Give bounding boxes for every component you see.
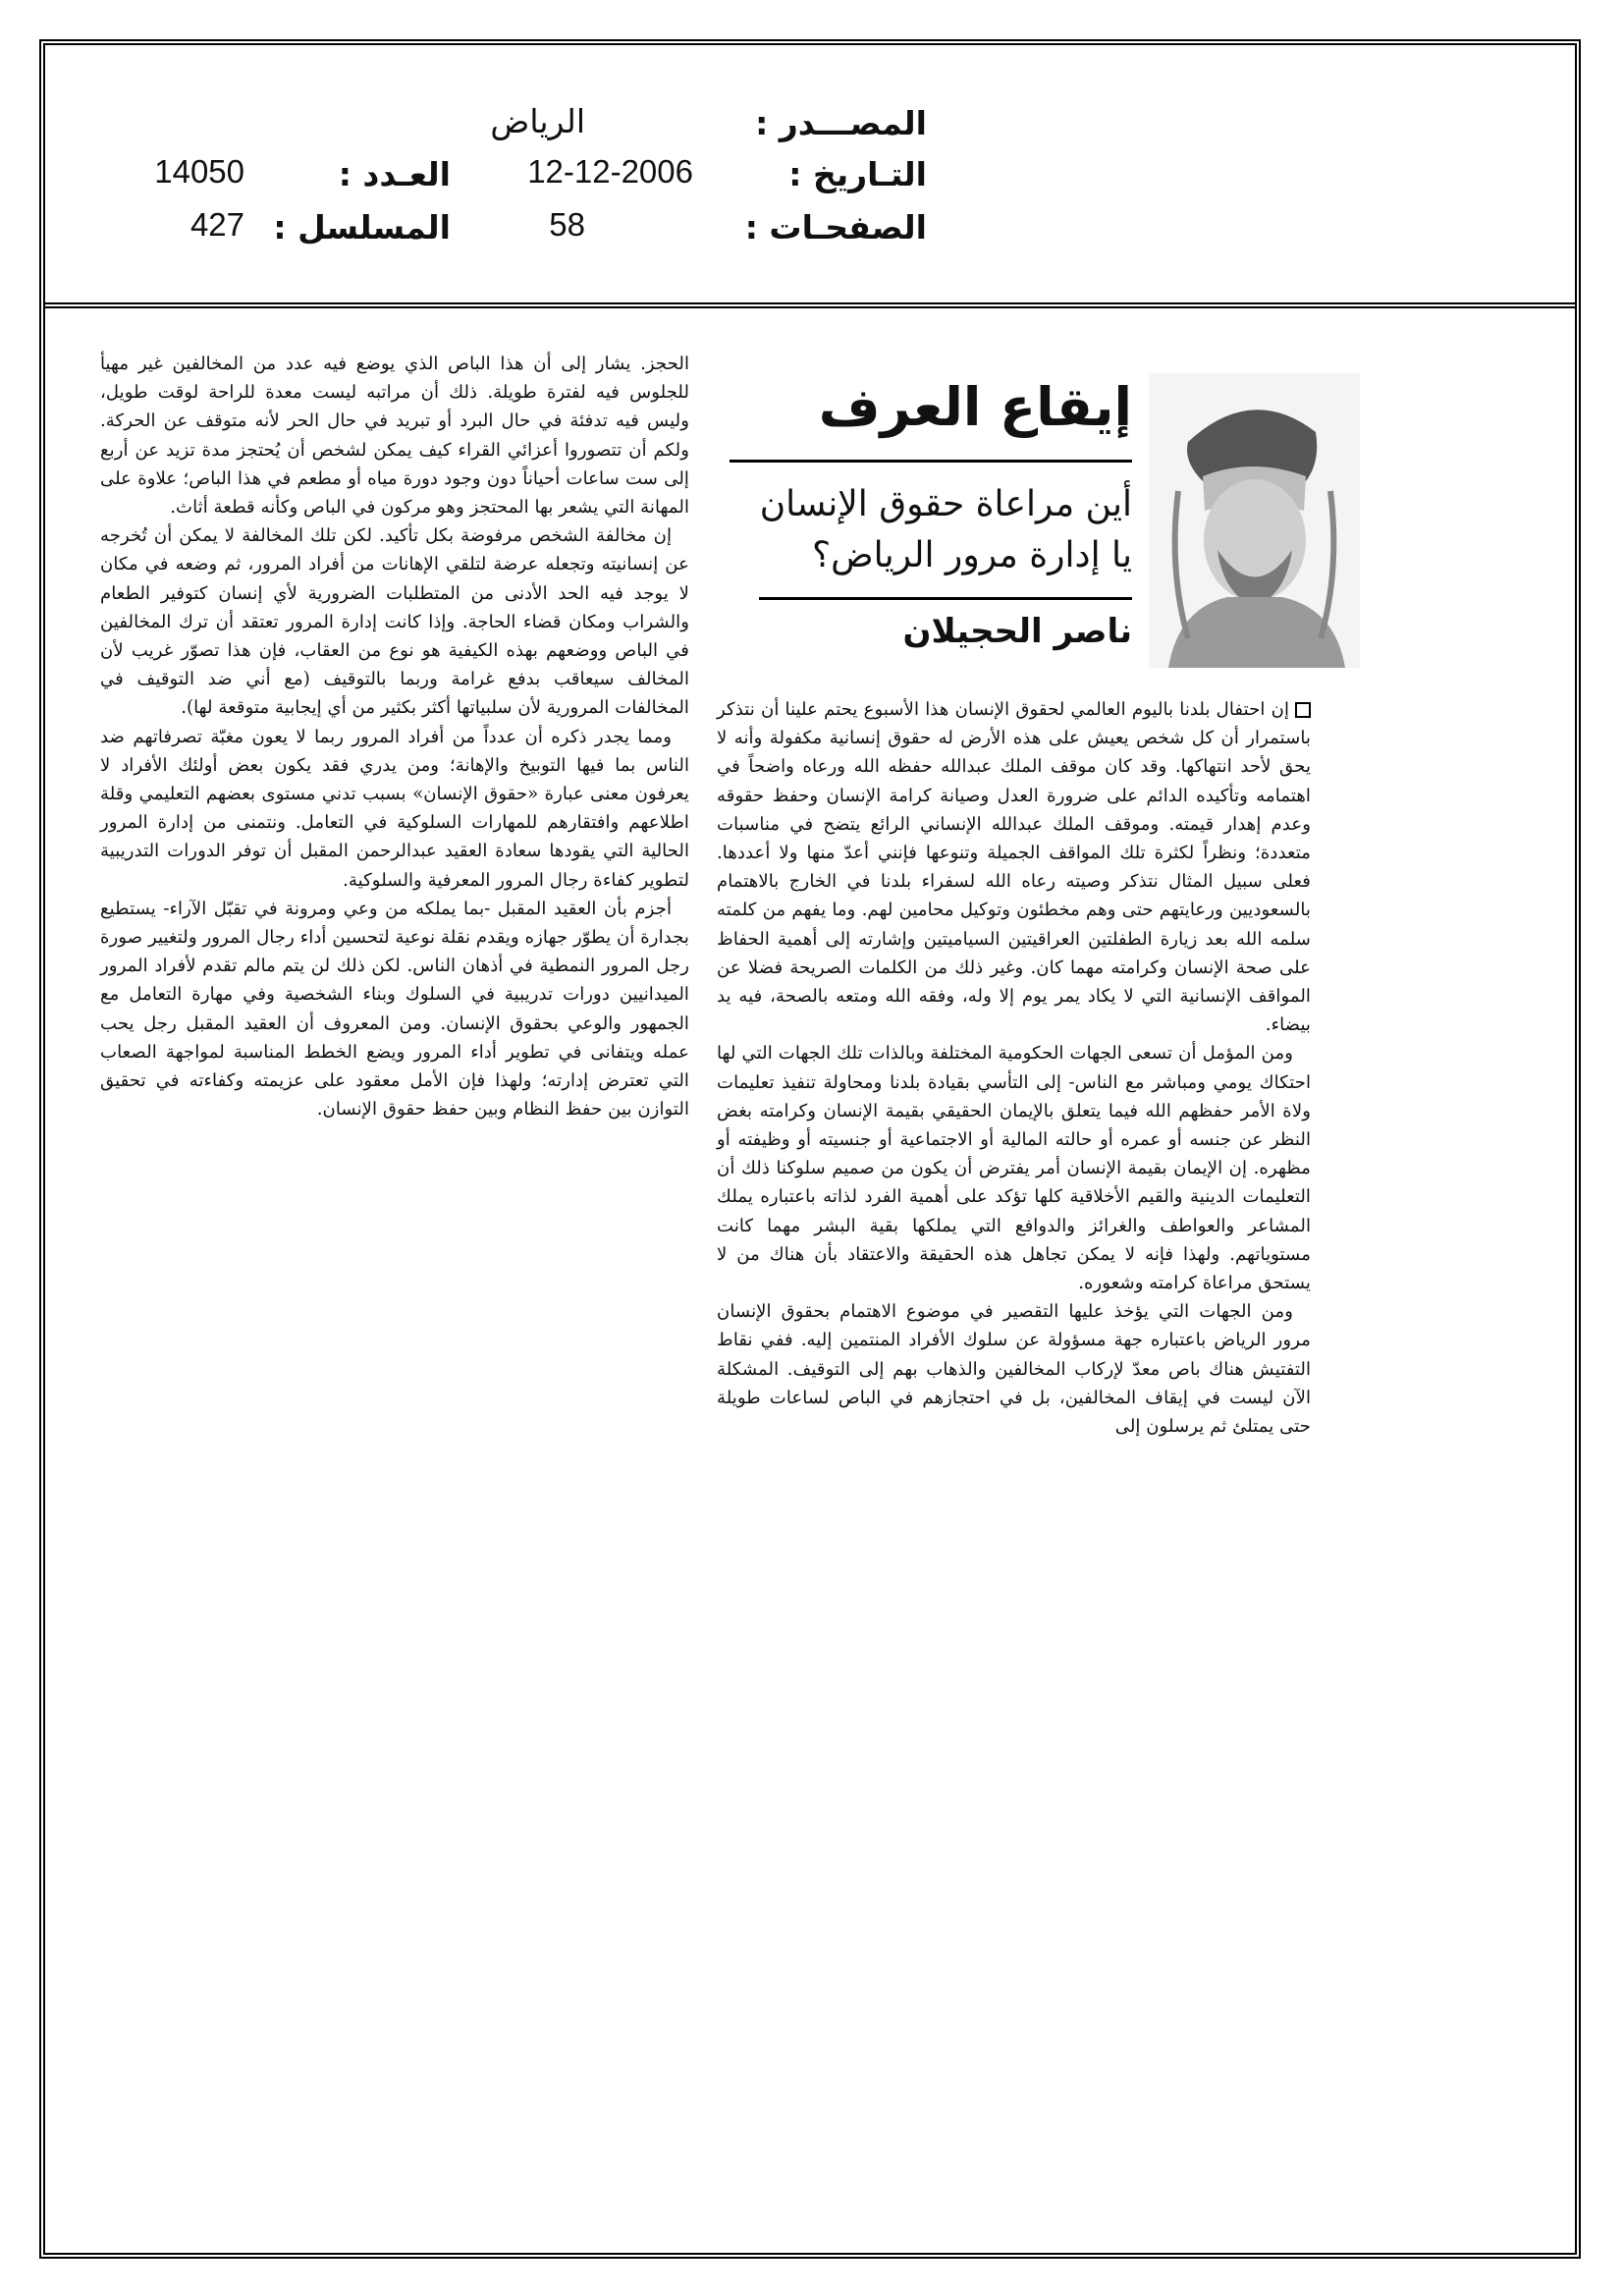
article-masthead bbox=[731, 373, 1360, 678]
column-series-title: إيقاع العرف bbox=[818, 376, 1132, 438]
author-portrait-icon bbox=[1149, 373, 1360, 668]
title-block bbox=[730, 373, 1132, 668]
source-label: المصـــدر : bbox=[755, 104, 927, 142]
pages-label: الصفحـات : bbox=[744, 208, 927, 246]
author-divider bbox=[759, 597, 1132, 600]
author-name: ناصر الحجيلان bbox=[902, 612, 1132, 651]
paragraph-bullet-icon bbox=[1295, 702, 1311, 718]
article-paragraph: إن احتفال بلدنا باليوم العالمي لحقوق الإنسان هذا الأسبوع يحتم علينا أن نتذكر باستمرار أن كل شخص يعيش على هذه الأرض له حقوق إنسانية مكفولة وأنه لا يحق لأحد انتهاكها. وقد كان موقف الملك عبدالله حفظه الله ورعاه واضحاً في اهتمامه وتأكيده الدائم على ضرورة العدل وصيانة كرامة الإنسان وحفظ حقوقه وعدم إهدار قيمته. وموقف الملك عبدالله الإنساني الرائع يتضح في مناسبات متعددة؛ ونظراً لكثرة تلك المواقف الجميلة وتنوعها فإنني أعدّ منها ولا أعددها. فعلى سبيل المثال نتذكر وصيته رعاه الله لسفراء بلدنا في الخارج بالاهتمام بالسعوديين ورعايتهم حتى وهم مخطئون وتوكيل محامين لهم. وما يفهم من كلمته سلمه الله بعد زيارة الطفلتين العراقيتين السياميتين وإشارته إلى أهمية الحفاظ على صحة الإنسان وكرامته مهما كان. وغير ذلك من الكلمات الصريحة فضلا عن المواقف الإنسانية التي لا يكاد يمر يوم إلا وله، وفقه الله ومتعه بالصحة، فيه يد بيضاء. bbox=[717, 699, 1311, 1036]
clipping-header bbox=[45, 45, 1575, 308]
series-divider bbox=[730, 460, 1132, 463]
issue-value: 14050 bbox=[154, 153, 244, 190]
article-paragraph: ومن الجهات التي يؤخذ عليها التقصير في موضوع الاهتمام بحقوق الإنسان مرور الرياض باعتباره جهة مسؤولة عن سلوك الأفراد المنتمين إليه. ففي نقاط التفتيش هناك باص معدّ لإركاب المخالفين والذهاب بهم إلى التوقيف. المشكلة الآن ليست في إيقاف المخالفين، بل في احتجازهم في الباص لساعات طويلة حتى يمتلئ ثم يرسلون إلى bbox=[717, 1301, 1311, 1438]
article-column-left bbox=[100, 350, 689, 1123]
article-paragraph: ومما يجدر ذكره أن عدداً من أفراد المرور ربما لا يعون مغبّة تصرفاتهم ضد الناس بما فيها التوبيخ والإهانة؛ ومن يدري فقد يكون بعض أولئك الأفراد لا يعرفون معنى عبارة «حقوق الإنسان» بسبب تدني مستوى بعضهم التعليمي وقلة اطلاعهم وافتقارهم للمهارات السلوكية في التعامل. ونتمنى من إدارة المرور الحالية التي يقودها سعادة العقيد عبدالرحمن المقبل أن توفر الدورات التدريبية لتطوير كفاءة رجال المرور المعرفية والسلوكية. bbox=[100, 726, 689, 891]
article-paragraph: إن مخالفة الشخص مرفوضة بكل تأكيد. لكن تلك المخالفة لا يمكن أن تُخرجه عن إنسانيته وتجعله عرضة لتلقي الإهانات من أفراد المرور، ثم وضعه في مكان لا يوجد فيه الحد الأدنى من المتطلبات الضرورية لأي إنسان كتوفير الطعام والشراب ومكان قضاء الحاجة. وإذا كانت إدارة المرور تعتقد أن ترك المخالفين في الباص ووضعهم بهذه الكيفية هو نوع من العقاب، فإن هذا تصوّر غريب لأن المخالف سيعاقب بدفع غرامة وربما بالتوقيف (مع أني ضد التوقيف في المخالفات المرورية لأن سلبياتها أكثر بكثير من أي إيجابية متوقعة لها). bbox=[100, 525, 689, 719]
date-label: التـاريخ : bbox=[788, 155, 927, 193]
serial-label: المسلسل : bbox=[273, 208, 451, 246]
headline bbox=[760, 479, 1132, 581]
author-photo bbox=[1149, 373, 1360, 668]
headline-line-2: يا إدارة مرور الرياض؟ bbox=[812, 535, 1132, 575]
article-column-right bbox=[717, 695, 1311, 1441]
issue-label: العـدد : bbox=[338, 155, 451, 193]
pages-value: 58 bbox=[549, 206, 585, 243]
article-paragraph: الحجز. يشار إلى أن هذا الباص الذي يوضع فيه عدد من المخالفين غير مهيأ للجلوس فيه لفترة طويلة. ذلك أن مراتبه ليست معدة للراحة لوقت طويل، وليس فيه تدفئة في حال البرد أو تبريد في حال الحر لأنه متوقف عن الحركة. ولكم أن تتصوروا أعزائي القراء كيف يمكن لشخص أن يُحتجز مدة تزيد عن أربع إلى ست ساعات أحياناً دون وجود دورة مياه أو مطعم في هذا الباص؛ علاوة على المهانة التي يشعر بها المحتجز وهو مركون في الباص وكأنه قطعة أثاث. bbox=[100, 354, 689, 519]
source-value: الرياض bbox=[490, 103, 585, 139]
headline-line-1: أين مراعاة حقوق الإنسان bbox=[759, 484, 1132, 524]
date-value: 12-12-2006 bbox=[527, 153, 693, 190]
article-paragraph: أجزم بأن العقيد المقبل -بما يملكه من وعي ومرونة في تقبّل الآراء- يستطيع بجدارة أن يطوّر جهازه ويقدم نقلة نوعية لتحسين أداء رجال المرور ولتغيير صورة رجل المرور النمطية في أذهان الناس. لكن ذلك لن يتم مالم تقدم لأفراد المرور الميدانيين دورات تدريبية في السلوك وبناء الشخصية وفي مهارة التعامل مع الجمهور والوعي بحقوق الإنسان. ومن المعروف أن العقيد المقبل رجل يحب عمله ويتفانى في تطوير أداء المرور ويضع الخطط المناسبة لمواجهة الصعاب التي تعترض إدارته؛ ولهذا فإن الأمل معقود على عزيمته وكفاءته في تحقيق التوازن بين حفظ النظام وبين حفظ حقوق الإنسان. bbox=[100, 898, 689, 1121]
article-paragraph: ومن المؤمل أن تسعى الجهات الحكومية المختلفة وبالذات تلك الجهات التي لها احتكاك يومي ومباشر مع الناس- إلى التأسي بقيادة بلدنا ومحاولة تنفيذ تعليمات ولاة الأمر حفظهم الله فيما يتعلق بالإيمان الحقيقي بقيمة الإنسان وكرامته بغض النظر عن جنسه أو عمره أو حالته المالية أو الاجتماعية أو جنسيته أو وظيفته أو مظهره. إن الإيمان بقيمة الإنسان أمر يفترض أن يكون من صميم سلوكنا ذلك أن التعليمات الدينية والقيم الأخلاقية كلها تؤكد على أهمية الفرد لذاته باعتباره يملك المشاعر والعواطف والغرائز والدوافع التي يملكها بقية البشر مهما كانت مستوياتهم. ولهذا فإنه لا يمكن تجاهل هذه الحقيقة والاعتقاد بأن هناك من لا يستحق مراعاة كرامته وشعوره. bbox=[717, 1043, 1311, 1294]
serial-value: 427 bbox=[189, 206, 244, 243]
